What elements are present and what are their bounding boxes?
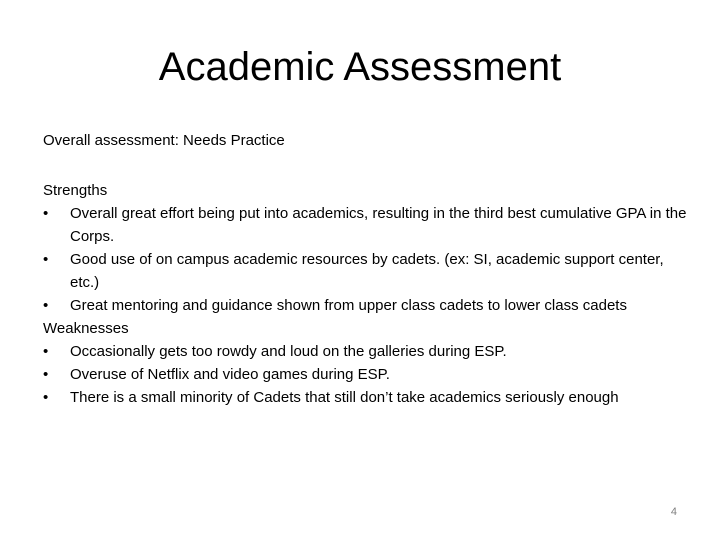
- list-item-text: Overuse of Netflix and video games during ESP.: [70, 366, 390, 383]
- list-item: [43, 248, 693, 294]
- list-item: [43, 202, 693, 248]
- list-item: [43, 363, 693, 386]
- bullet-icon: •: [43, 205, 49, 222]
- page-number: 4: [670, 506, 677, 518]
- list-item-text: Overall great effort being put into academics, resulting in the third best cumulative GPA in the Corps.: [70, 205, 687, 245]
- weaknesses-heading: Weaknesses: [43, 320, 129, 337]
- bullet-icon: •: [43, 343, 49, 360]
- overall-assessment: Overall assessment: Needs Practice: [43, 132, 285, 149]
- list-item-text: Great mentoring and guidance shown from upper class cadets to lower class cadets: [70, 297, 627, 314]
- weaknesses-list: [43, 340, 693, 409]
- list-item: [43, 294, 693, 317]
- slide-body: [43, 129, 693, 409]
- bullet-icon: •: [43, 389, 49, 406]
- strengths-heading: Strengths: [43, 182, 108, 199]
- bullet-icon: •: [43, 251, 49, 268]
- bullet-icon: •: [43, 297, 49, 314]
- strengths-list: [43, 202, 693, 317]
- list-item-text: Good use of on campus academic resources by cadets. (ex: SI, academic support center, etc.): [70, 251, 664, 291]
- list-item: [43, 340, 693, 363]
- spacer: [43, 152, 693, 179]
- bullet-icon: •: [43, 366, 49, 383]
- list-item-text: Occasionally gets too rowdy and loud on the galleries during ESP.: [70, 343, 507, 360]
- slide-title: Academic Assessment: [158, 45, 562, 89]
- list-item: [43, 386, 693, 409]
- list-item-text: There is a small minority of Cadets that still don’t take academics seriously enough: [70, 389, 619, 406]
